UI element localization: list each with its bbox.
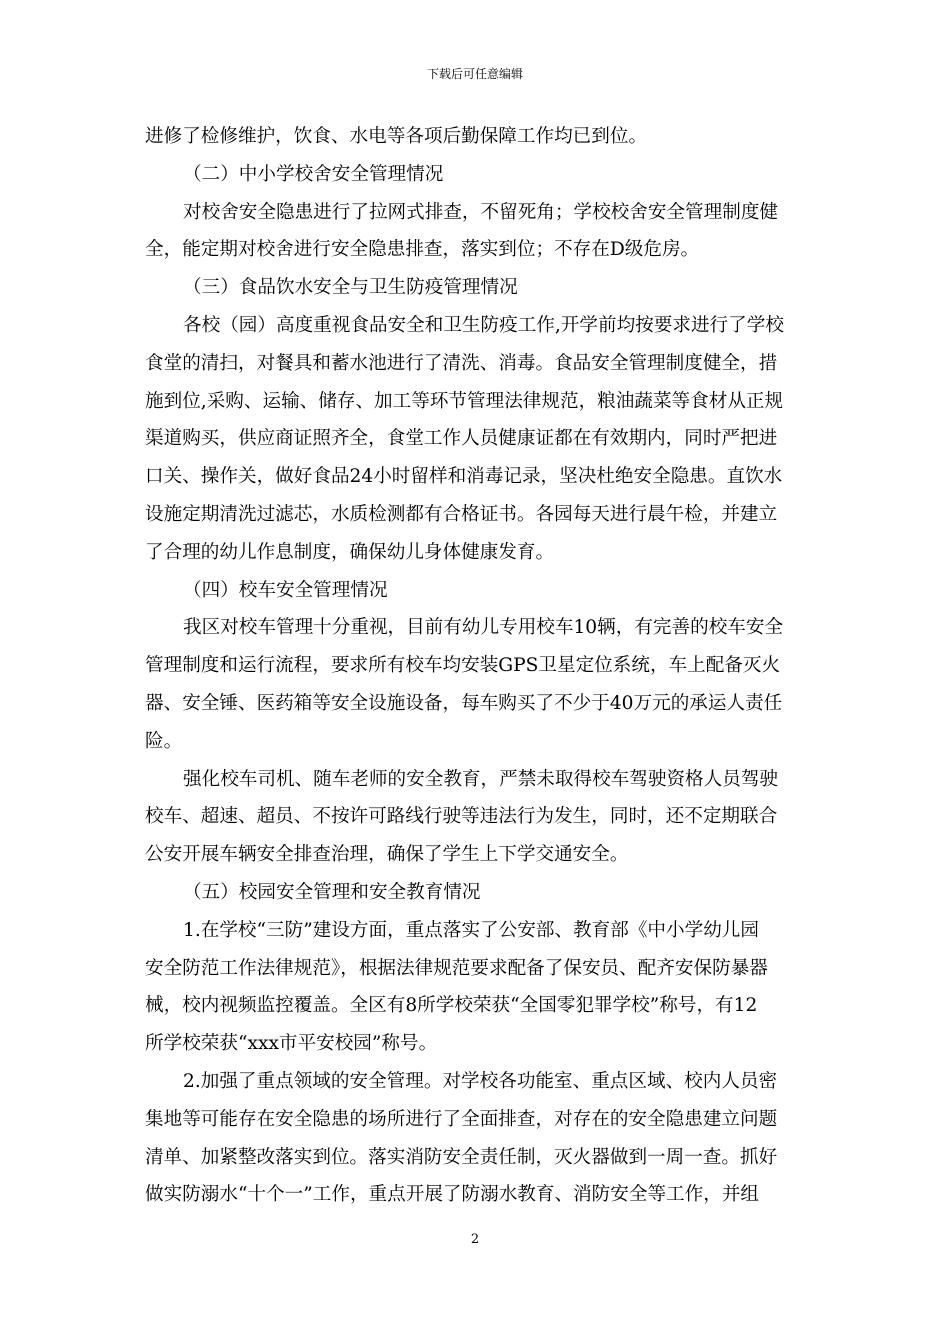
paragraph-line: 集地等可能存在安全隐患的场所进行了全面排查，对存在的安全隐患建立问题 (145, 1108, 778, 1130)
paragraph-line: 管理制度和运行流程，要求所有校车均安装GPS卫星定位系统，车上配备灭火 (145, 655, 781, 677)
document-body (145, 118, 805, 1214)
paragraph-first-line: （五）校园安全管理和安全教育情况 (183, 881, 481, 903)
paragraph-line: 了合理的幼儿作息制度，确保幼儿身体健康发育。 (145, 541, 555, 563)
paragraph-first-line: （三）食品饮水安全与卫生防疫管理情况 (183, 277, 518, 299)
paragraph-line: 全，能定期对校舍进行安全隐患排查，落实到位；不存在D级危房。 (145, 239, 700, 261)
paragraph-first-line: 2.加强了重点领域的安全管理。对学校各功能室、重点区域、校内人员密 (183, 1070, 778, 1092)
paragraph-line: 险。 (145, 730, 183, 752)
paragraph-first-line: 对校舍安全隐患进行了拉网式排查，不留死角；学校校舍安全管理制度健 (183, 201, 779, 223)
paragraph-line: 口关、操作关，做好食品24小时留样和消毒记录，坚决杜绝安全隐患。直饮水 (145, 466, 783, 488)
paragraph-line: 校车、超速、超员、不按许可路线行驶等违法行为发生，同时，还不定期联合 (145, 806, 778, 828)
paragraph-line: 清单、加紧整改落实到位。落实消防安全责任制，灭火器做到一周一查。抓好 (145, 1146, 778, 1168)
paragraph-first-line: 各校（园）高度重视食品安全和卫生防疫工作,开学前均按要求进行了学校 (183, 314, 784, 336)
paragraph-line: 进修了检修维护，饮食、水电等各项后勤保障工作均已到位。 (145, 126, 648, 147)
paragraph-line: 做实防溺水“十个一”工作，重点开展了防溺水教育、消防安全等工作，并组 (145, 1184, 760, 1206)
page-header: 下载后可任意编辑 (426, 67, 523, 81)
paragraph-first-line: （四）校车安全管理情况 (183, 579, 388, 601)
paragraph-first-line: 我区对校车管理十分重视，目前有幼儿专用校车10辆，有完善的校车安全 (183, 617, 784, 639)
paragraph-line: 器、安全锤、医药箱等安全设施设备，每车购买了不少于40万元的承运人责任 (145, 692, 783, 714)
paragraph-first-line: （二）中小学校舍安全管理情况 (183, 163, 444, 185)
paragraph-first-line: 1.在学校“三防”建设方面，重点落实了公安部、教育部《中小学幼儿园 (183, 919, 759, 941)
paragraph-line: 安全防范工作法律规范》，根据法律规范要求配备了保安员、配齐安保防暴器 (145, 957, 768, 979)
paragraph-line: 所学校荣获“xxx市平安校园”称号。 (145, 1033, 438, 1055)
paragraph-line: 渠道购买，供应商证照齐全，食堂工作人员健康证都在有效期内，同时严把进 (145, 428, 778, 450)
paragraph-first-line: 强化校车司机、随车老师的安全教育，严禁未取得校车驾驶资格人员驾驶 (183, 768, 779, 790)
paragraph-line: 食堂的清扫，对餐具和蓄水池进行了清洗、消毒。食品安全管理制度健全，措 (145, 352, 778, 374)
paragraph-line: 设施定期清洗过滤芯，水质检测都有合格证书。各园每天进行晨午检，并建立 (145, 503, 778, 525)
paragraph-line: 公安开展车辆安全排查治理，确保了学生上下学交通安全。 (145, 844, 629, 866)
page-number: 2 (470, 1232, 480, 1247)
paragraph-line: 施到位,采购、运输、储存、加工等环节管理法律规范，粮油蔬菜等食材从正规 (145, 390, 784, 412)
paragraph-line: 械，校内视频监控覆盖。全区有8所学校荣获“全国零犯罪学校”称号，有12 (145, 995, 758, 1017)
